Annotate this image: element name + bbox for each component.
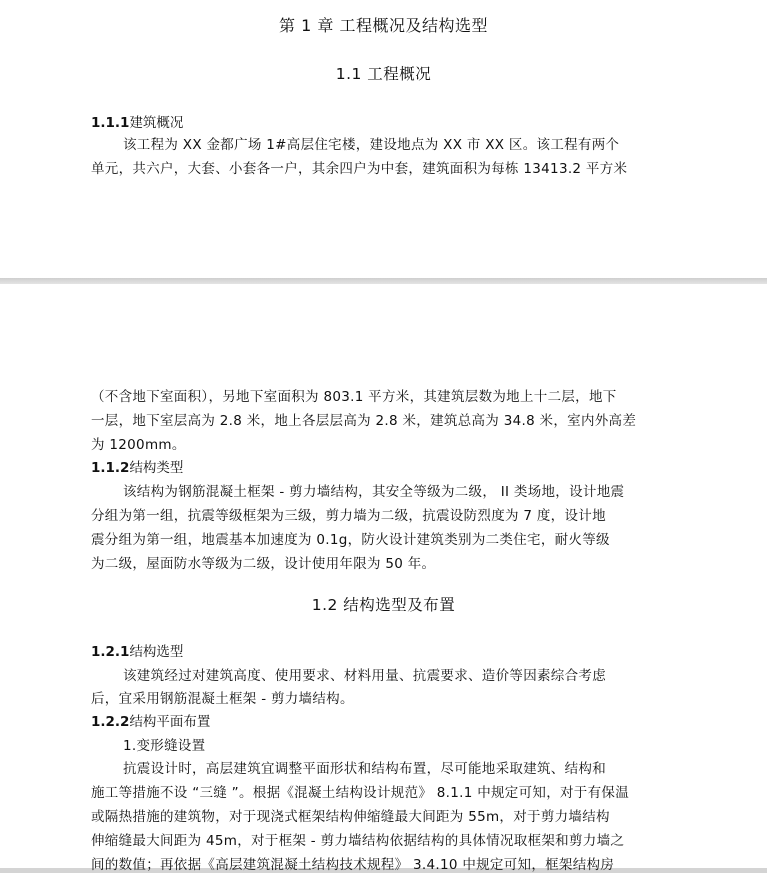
paragraph-line: 施工等措施不设 “三缝 ”。根据《混凝土结构设计规范》 8.1.1 中规定可知，对于有保温 <box>91 785 630 801</box>
subsection-number: 1.1.1 <box>91 115 130 131</box>
paragraph-line: 单元，共六户，大套、小套各一户，其余四户为中套，建筑面积为每栋 13413.2 平方米 <box>91 161 628 177</box>
paragraph-line: 该建筑经过对建筑高度、使用要求、材料用量、抗震要求、造价等因素综合考虑 <box>123 668 606 684</box>
paragraph-line: 为 1200mm。 <box>91 437 186 453</box>
paragraph-line: 该工程为 XX 金都广场 1#高层住宅楼，建设地点为 XX 市 XX 区。该工程有两个 <box>123 137 620 153</box>
paragraph-line: 抗震设计时，高层建筑宜调整平面形状和结构布置，尽可能地采取建筑、结构和 <box>123 761 606 777</box>
subsection-heading-1-2-2 <box>91 710 210 730</box>
subsection-number: 1.2.1 <box>91 644 130 660</box>
paragraph-line: 一层，地下室层高为 2.8 米，地上各层层高为 2.8 米，建筑总高为 34.8 米，室内外高差 <box>91 413 637 429</box>
subsection-number: 1.2.2 <box>91 714 130 730</box>
paragraph-line: 间的数值；再依据《高层建筑混凝土结构技术规程》 3.4.10 中规定可知，框架结构房 <box>91 857 615 873</box>
list-item-label: 1.变形缝设置 <box>123 738 206 754</box>
paragraph-line: 分组为第一组，抗震等级框架为三级，剪力墙为二级，抗震设防烈度为 7 度，设计地 <box>91 508 606 524</box>
paragraph-line: 后，宜采用钢筋混凝土框架 - 剪力墙结构。 <box>91 691 354 707</box>
subsection-heading-1-1-2 <box>91 456 183 476</box>
subsection-text: 建筑概况 <box>129 115 184 131</box>
paragraph-line: 伸缩缝最大间距为 45m，对于框架 - 剪力墙结构依据结构的具体情况取框架和剪力墙之 <box>91 833 625 849</box>
section-title-1-1: 1.1 工程概况 <box>335 65 432 83</box>
paragraph-line: 震分组为第一组，地震基本加速度为 0.1g，防火设计建筑类别为二类住宅，耐火等级 <box>91 532 610 548</box>
document-page-1 <box>0 0 767 278</box>
paragraph-line: 为二级，屋面防水等级为二级，设计使用年限为 50 年。 <box>91 556 436 572</box>
chapter-title: 第 1 章 工程概况及结构选型 <box>279 16 488 35</box>
subsection-number: 1.1.2 <box>91 460 130 476</box>
subsection-text: 结构类型 <box>129 460 184 476</box>
subsection-text: 结构平面布置 <box>129 714 211 730</box>
paragraph-line: 该结构为钢筋混凝土框架 - 剪力墙结构，其安全等级为二级， II 类场地，设计地震 <box>123 484 625 500</box>
subsection-heading-1-1-1 <box>91 111 183 131</box>
paragraph-line: （不含地下室面积），另地下室面积为 803.1 平方米，其建筑层数为地上十二层，地下 <box>91 389 617 405</box>
subsection-text: 结构选型 <box>129 644 184 660</box>
subsection-heading-1-2-1 <box>91 640 183 660</box>
document-page-2 <box>0 284 767 873</box>
section-title-1-2: 1.2 结构选型及布置 <box>311 596 456 614</box>
paragraph-line: 或隔热措施的建筑物，对于现浇式框架结构伸缩缝最大间距为 55m，对于剪力墙结构 <box>91 809 610 825</box>
